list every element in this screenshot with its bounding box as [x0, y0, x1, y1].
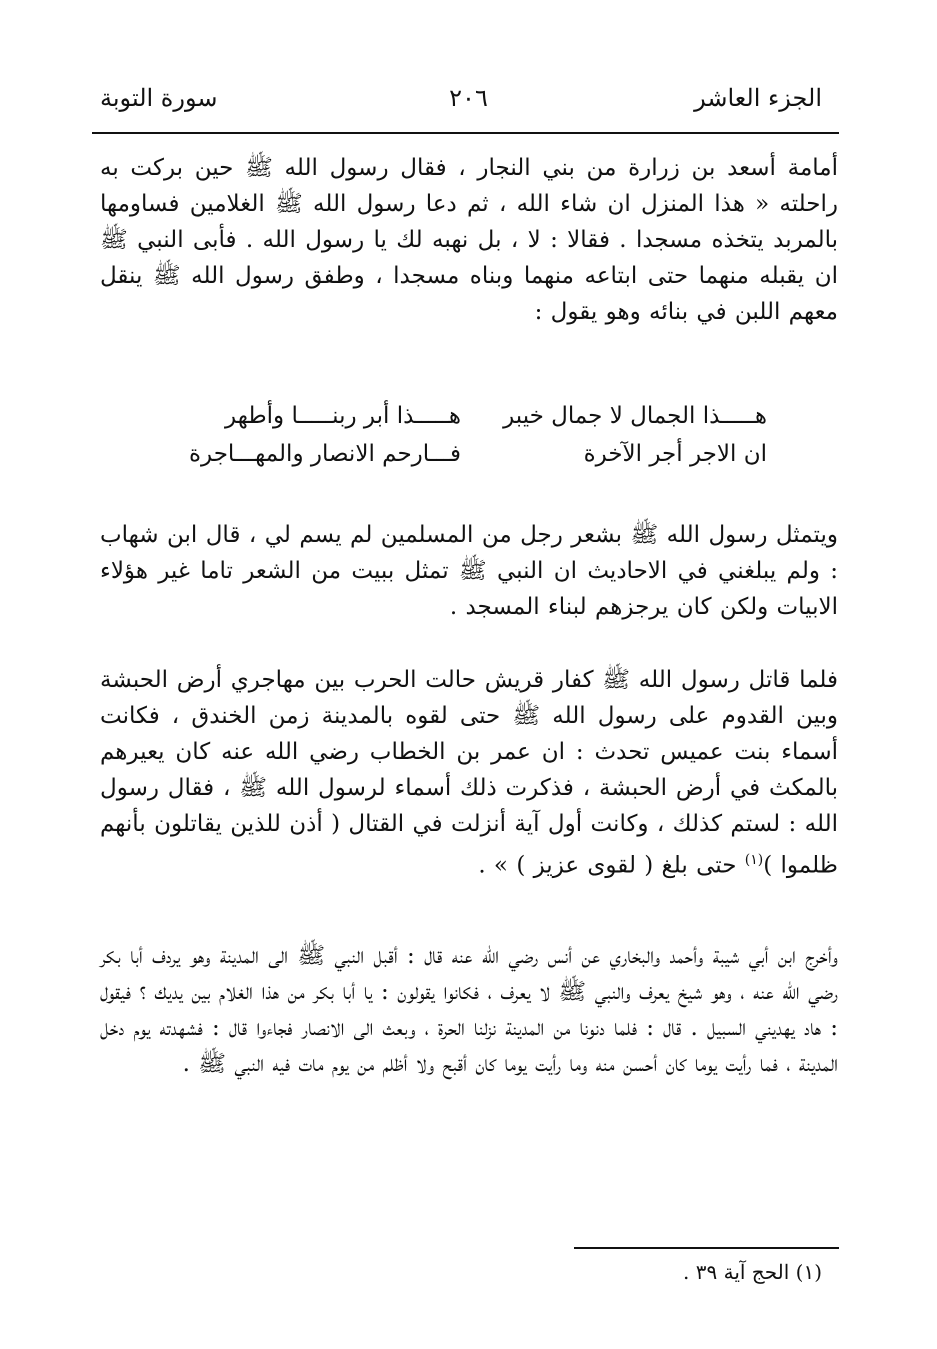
paragraph-3-text-after-marker: حتى بلغ ( لقوى عزيز ) » . — [478, 852, 745, 879]
page-number: ٢٠٦ — [449, 84, 488, 112]
verse-line-2-first-hemistich: ان الاجر أجر الآخرة — [583, 441, 767, 467]
footnote-rule — [574, 1247, 839, 1249]
paragraph-2: ويتمثل رسول الله ﷺ بشعر رجل من المسلمين لم يسم لي ، قال ابن شهاب : ولم يبلغني في الاحاديث ان النبي ﷺ تمثل ببيت من الشعر تاما غير هؤلاء الابيات ولكن كان يرجزهم لبناء المسجد . — [100, 522, 838, 620]
paragraph-3-text-before-marker: فلما قاتل رسول الله ﷺ كفار قريش حالت الحرب بين مهاجري أرض الحبشة وبين القدوم على رسول الله ﷺ حتى لقوه بالمدينة زمن الخندق ، فكانت أسماء بنت عميس تحدث : ان عمر بن الخطاب رضي الله عنه كان يعيرهم بالمكث في أرض الحبشة ، فذكرت ذلك أسماء لرسول الله ﷺ ، فقال رسول الله : لستم كذلك ، وكانت أول آية أنزلت في القتال ( أذن للذين يقاتلون بأنهم ظلموا ) — [100, 667, 838, 879]
verse-line-1-first-hemistich: هـــــذا الجمال لا جمال خيبر — [503, 403, 767, 429]
paragraph-3 — [100, 662, 838, 884]
footnote: (١) الحج آية ٣٩ . — [683, 1260, 822, 1284]
running-header-surah: سورة التوبة — [100, 84, 218, 112]
paragraph-1: أمامة أسعد بن زرارة من بني النجار ، فقال رسول الله ﷺ حين بركت به راحلته « هذا المنزل ان شاء الله ، ثم دعا رسول الله ﷺ الغلامين فساومها بالمربد يتخذه مسجدا . فقالا : لا ، بل نهبه لك يا رسول الله . فأبى النبي ﷺ ان يقبله منهما حتى ابتاعه منهما وبناه مسجدا ، وطفق رسول الله ﷺ ينقل معهم اللبن في بنائه وهو يقول : — [100, 155, 838, 325]
paragraph-4: وأخرج ابن أبي شيبة وأحمد والبخاري عن أنس رضي الله عنه قال : أقبل النبي ﷺ الى المدينة وهو يردف أبا بكر رضي الله عنه ، وهو شيخ يعرف والنبي ﷺ لا يعرف ، فكانوا يقولون : يا أبا بكر من هذا الغلام بين يديك ؟ فيقول : هاد يهديني السبيل . قال : فلما دنونا من المدينة نزلنا الحرة ، وبعث الى الانصار فجاءوا قال : فشهدته يوم دخل المدينة ، فما رأيت يوما كان أحسن منه وما رأيت يوما كان أقبح ولا أظلم من يوم مات فيه النبي ﷺ . — [100, 943, 838, 1077]
verse-line-1-second-hemistich: هـــــذا أبر ربنـــــا وأطهر — [225, 403, 461, 429]
header-rule — [92, 132, 839, 134]
verse-line-2-second-hemistich: فـــارحم الانصار والمهـــاجرة — [188, 441, 461, 467]
running-header-part: الجزء العاشر — [694, 84, 822, 112]
footnote-marker: (١) — [744, 852, 764, 868]
